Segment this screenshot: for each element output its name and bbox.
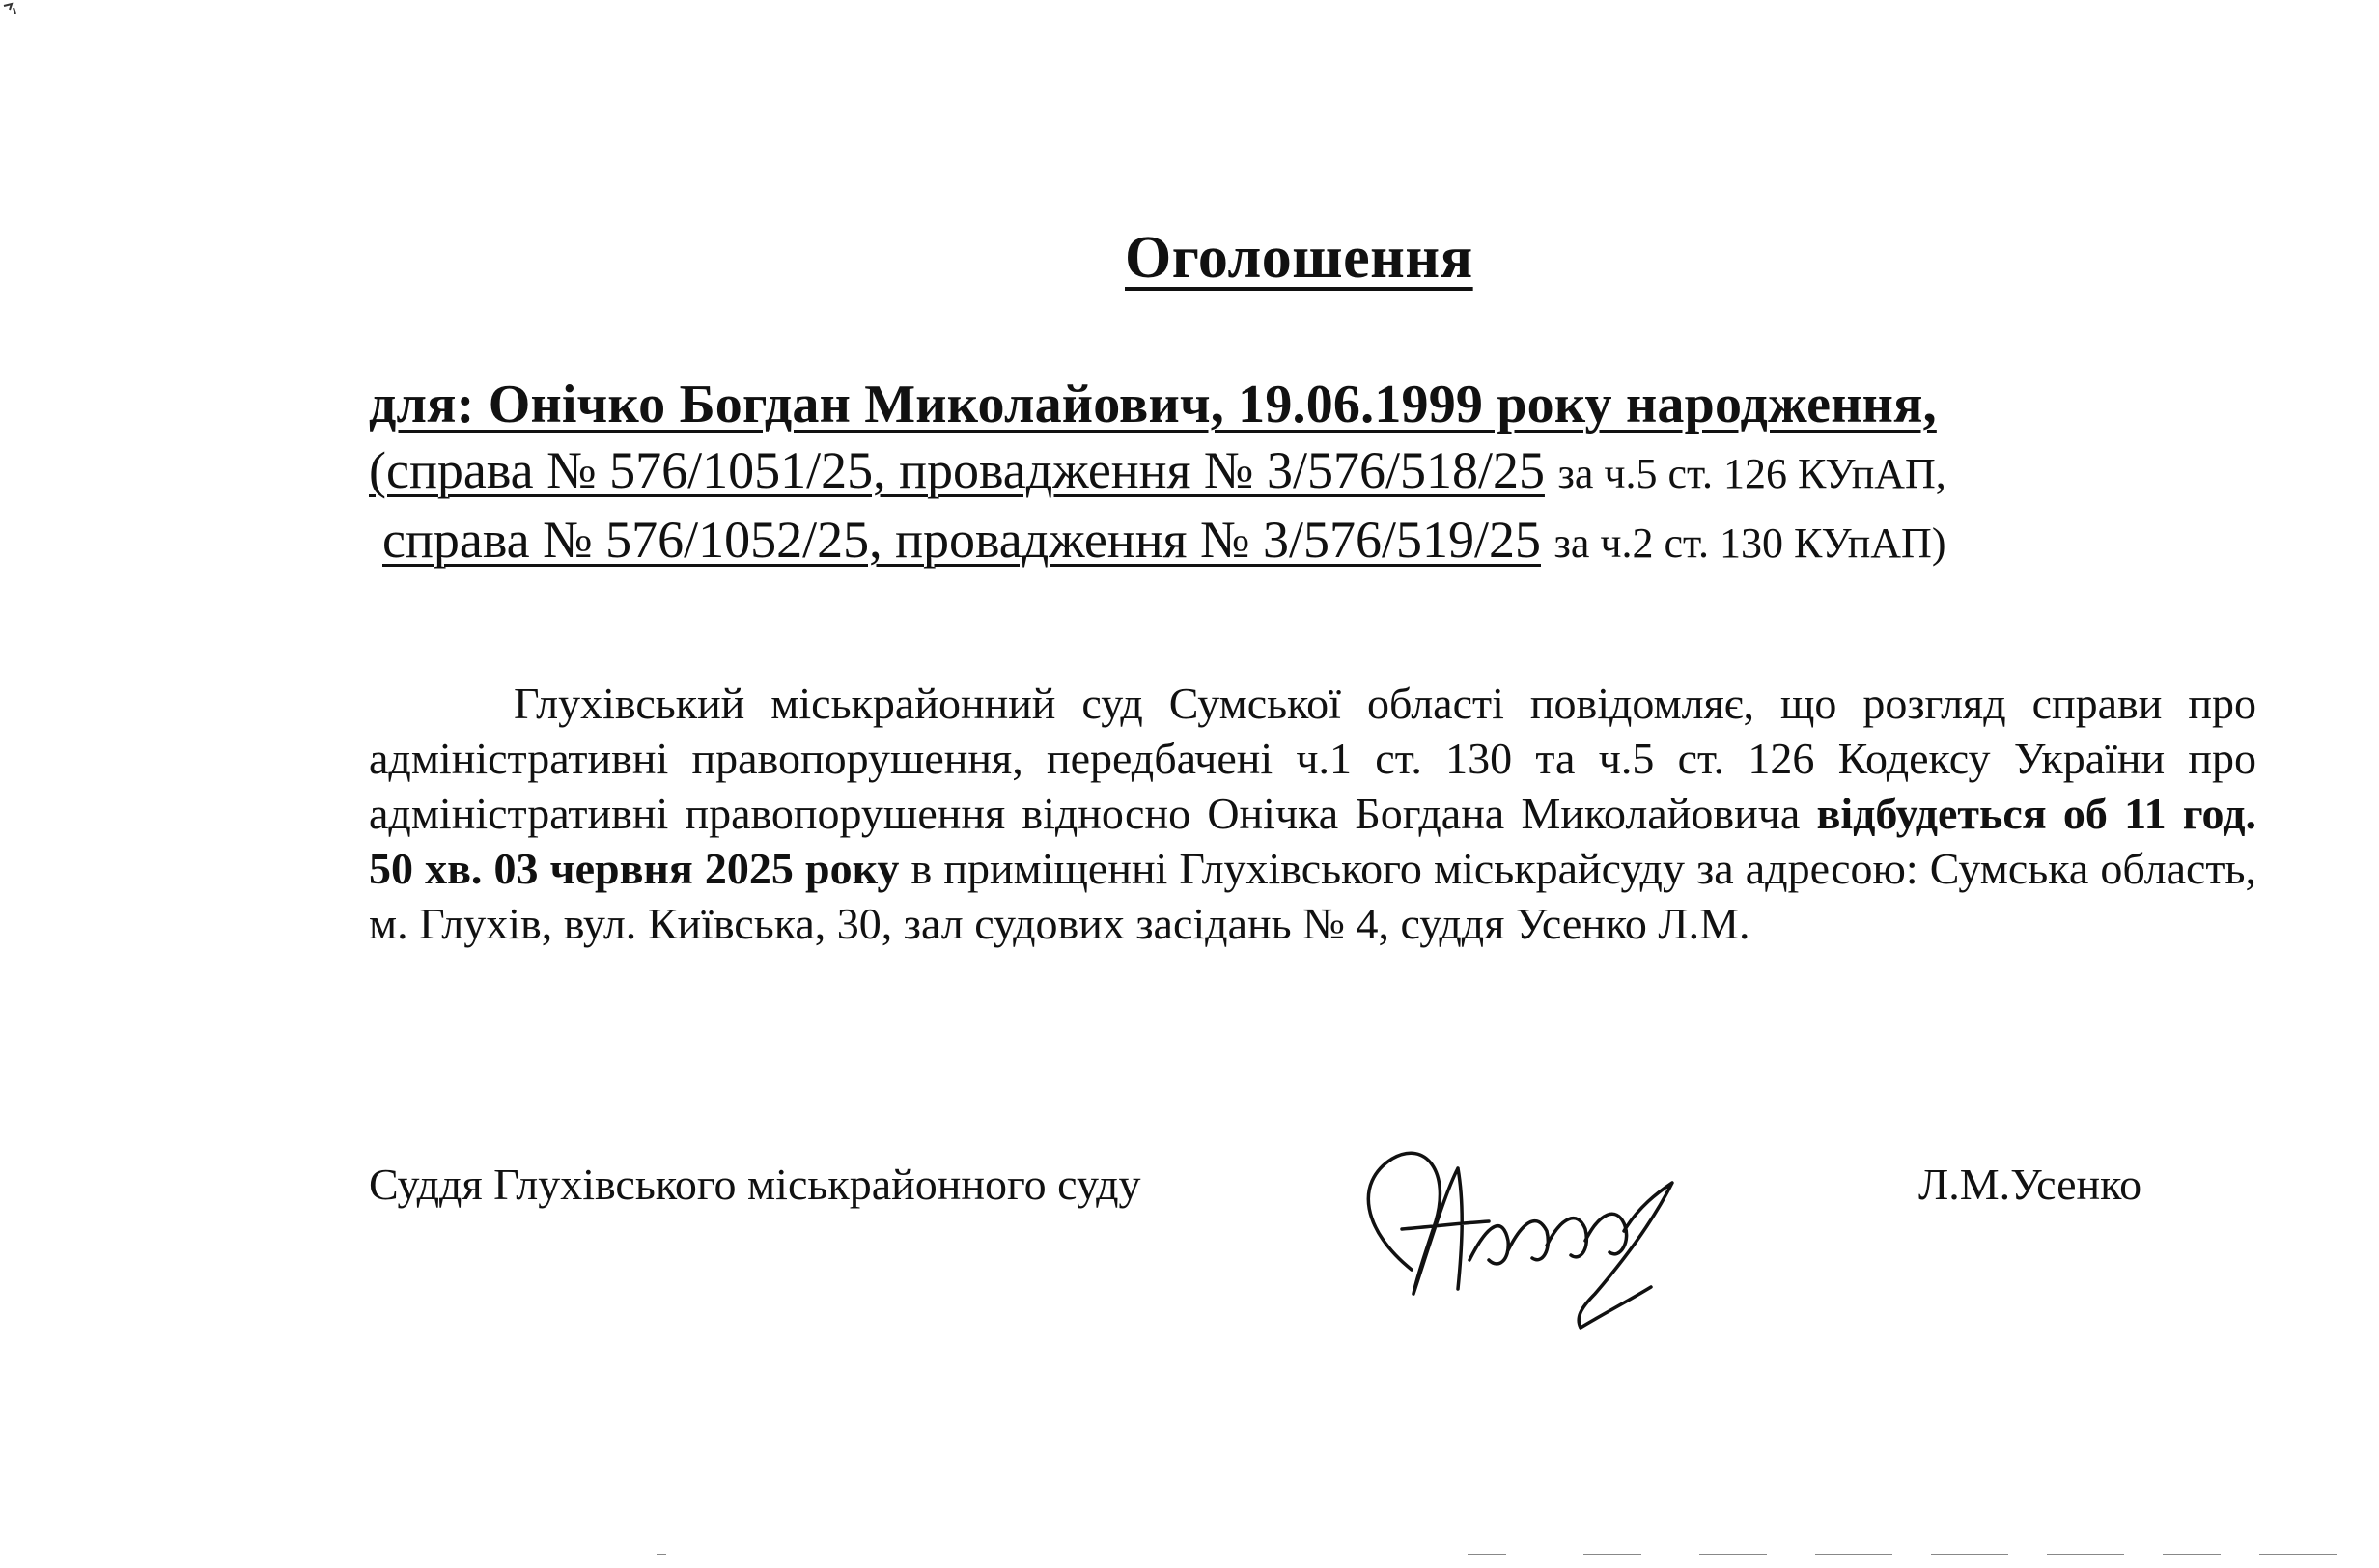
body-text-part-2: в приміщенні Глухівського міськрайсуду за адресою: Сумська область, м. Глухів, вул. Київська, 30, зал судових засідань № 4, суддя Усенко Л.М. [369, 844, 2257, 948]
judge-name: Л.М.Усенко [1918, 1160, 2142, 1209]
hearing-date-time: відбудеться об 11 год. 50 хв. 03 червня 2025 року [369, 789, 2256, 893]
body-text-part-1: Глухівський міськрайонний суд Сумської області повідомляє, що розгляд справи про адміністративні правопорушення, передбачені ч.1 ст. 130 та ч.5 ст. 126 Кодексу України про адміністративні правопорушення відносно Онічка Богдана Миколайовича [369, 679, 2256, 838]
case-1-article: за ч.5 ст. 126 КУпАП, [1557, 450, 1946, 497]
scan-artifact-dots [0, 1545, 2379, 1564]
announcement-body [369, 676, 2256, 951]
signature-block [369, 1159, 2261, 1352]
judge-role: Суддя Глухівського міськрайонного суду [369, 1160, 1141, 1209]
page-title: Оголошення [1125, 225, 1473, 291]
scan-artifact-mark [2, 2, 31, 21]
addressee-block [369, 372, 1946, 576]
case-1-reference: (справа № 576/1051/25, провадження № 3/576/518/25 [369, 441, 1545, 499]
case-2-reference: справа № 576/1052/25, провадження № 3/576/519/25 [382, 511, 1541, 569]
recipient-line: для: Онічко Богдан Миколайович, 19.06.1999 року народження, [369, 375, 1937, 434]
case-line-1 [369, 437, 1946, 507]
case-line-2 [369, 507, 1946, 576]
handwritten-signature [1344, 1115, 1721, 1337]
case-2-article: за ч.2 ст. 130 КУпАП) [1553, 519, 1946, 567]
